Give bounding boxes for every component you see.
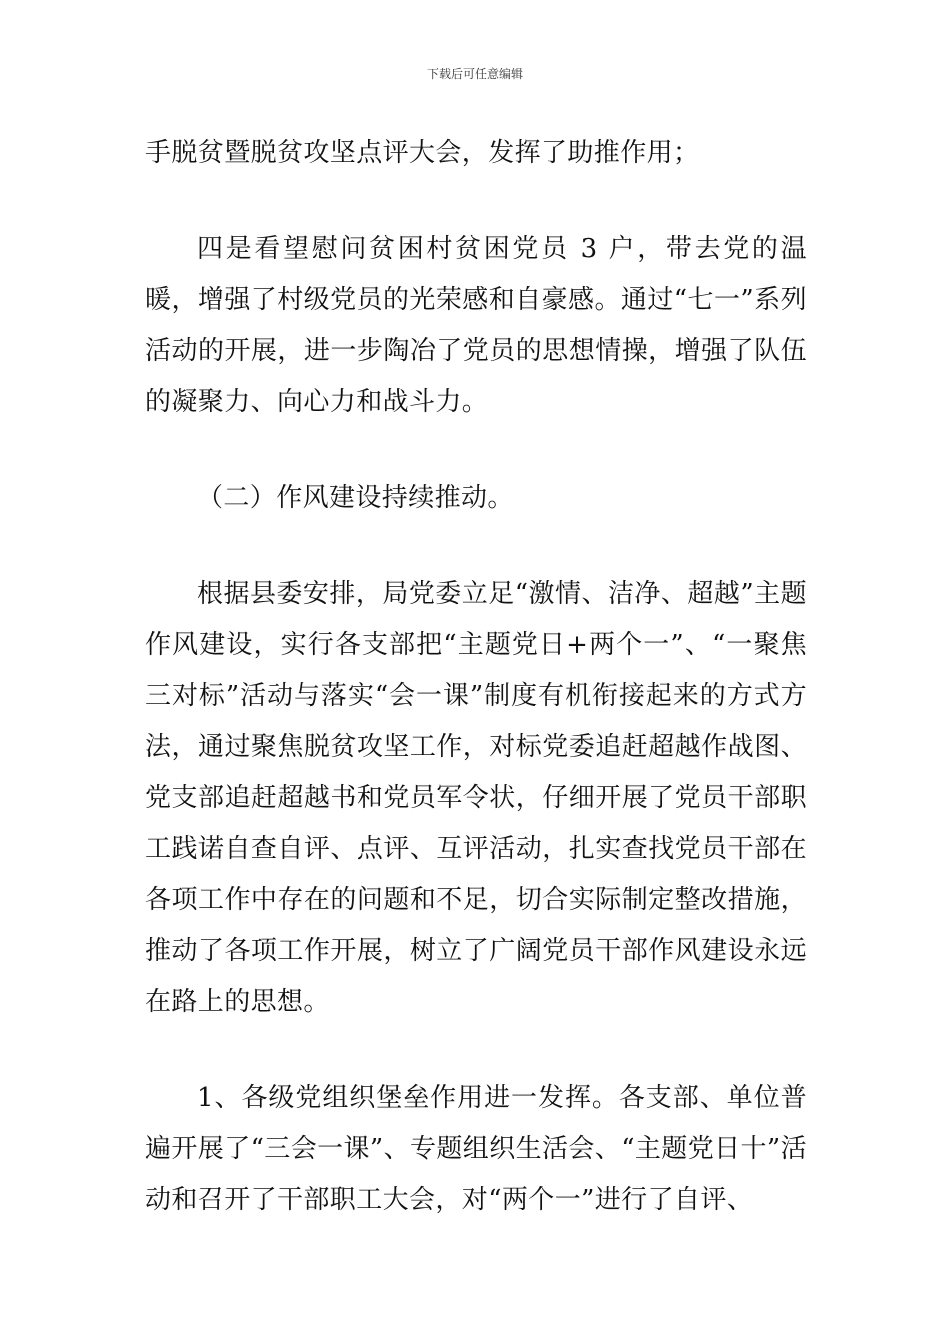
section-heading-work-style: （二）作风建设持续推动。 (197, 483, 514, 513)
paragraph-work-style: 根据县委安排，局党委立足“激情、洁净、超越”主题作风建设，实行各支部把“主题党日+两个一”、“一聚焦三对标”活动与落实“会一课”制度有机衔接起来的方式方法，通过聚焦脱贫攻坚工作，对标党委追赶超越作战图、党支部追赶超越书和党员军令状，仔细开展了党员干部职工践诺自查自评、点评、互评活动，扎实查找党员干部在各项工作中存在的问题和不足，切合实际制定整改措施，推动了各项工作开展，树立了广阔党员干部作风建设永远在路上的思想。 (145, 579, 807, 1017)
paragraph-visit-members: 四是看望慰问贫困村贫困党员 3 户，带去党的温暖，增强了村级党员的光荣感和自豪感。通过“七一”系列活动的开展，进一步陶冶了党员的思想情操，增强了队伍的凝聚力、向心力和战斗力。 (145, 234, 807, 417)
paragraph-continuation: 手脱贫暨脱贫攻坚点评大会，发挥了助推作用； (145, 138, 700, 168)
paragraph-party-organizations: 1、各级党组织堡垒作用进一发挥。各支部、单位普遍开展了“三会一课”、专题组织生活会、“主题党日十”活动和召开了干部职工大会，对“两个一”进行了自评、 (145, 1083, 807, 1215)
page-header: 下载后可任意编辑 (426, 67, 523, 81)
document-body (145, 128, 807, 1226)
